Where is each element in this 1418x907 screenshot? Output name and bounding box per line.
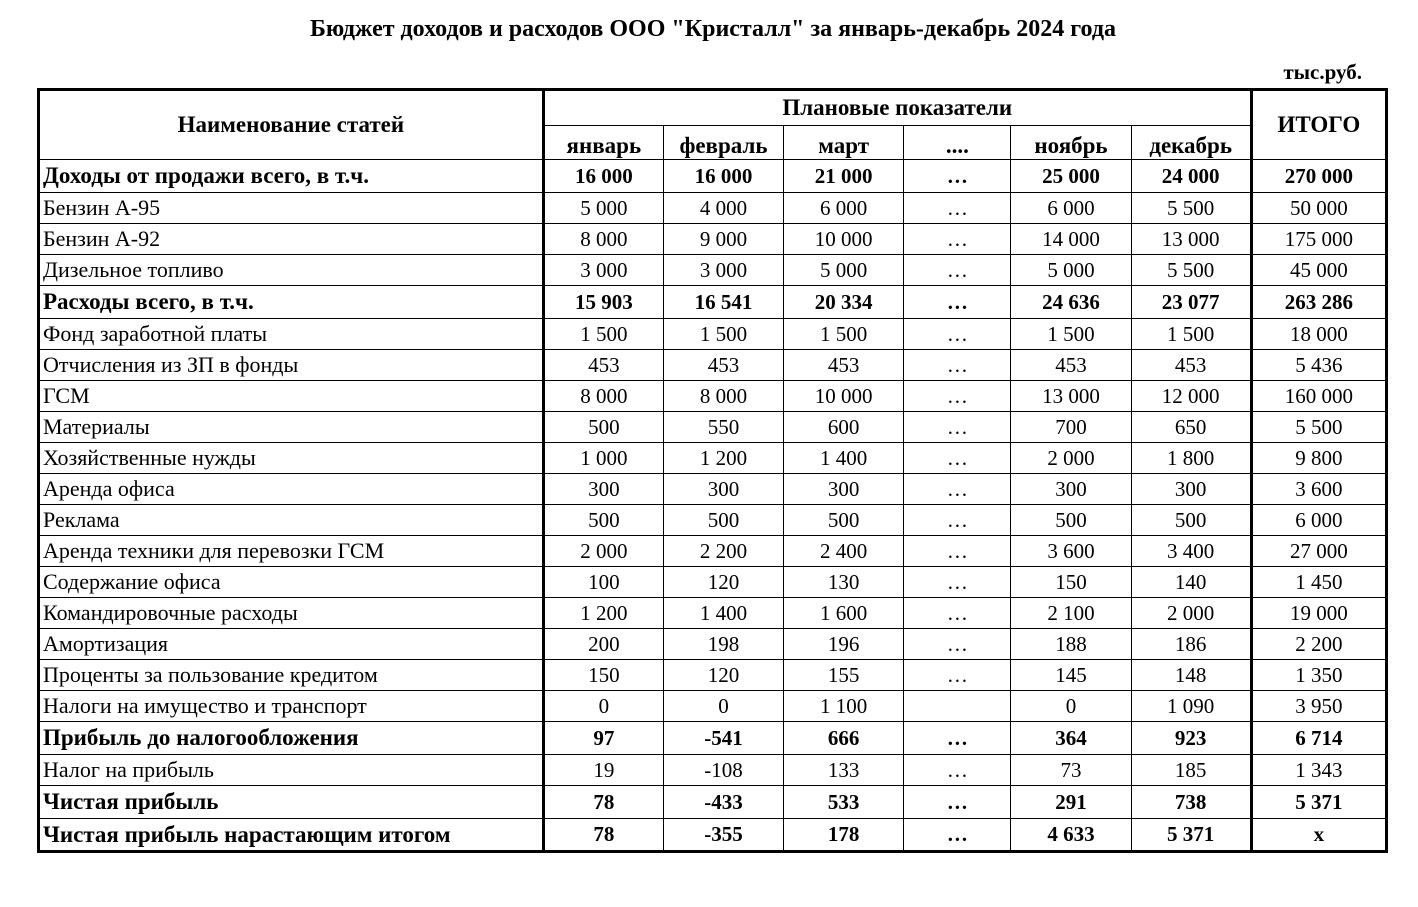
cell-jan: 2 000: [543, 536, 663, 567]
row-label: Аренда офиса: [39, 474, 544, 505]
table-row: [39, 536, 1387, 567]
table-row: [39, 443, 1387, 474]
cell-mar: 1 100: [784, 691, 904, 722]
row-label: Отчисления из ЗП в фонды: [39, 350, 544, 381]
table-row: [39, 660, 1387, 691]
cell-jan: 8 000: [543, 381, 663, 412]
cell-nov: 73: [1011, 755, 1131, 786]
header-name: Наименование статей: [39, 90, 544, 160]
cell-total: 270 000: [1251, 160, 1386, 193]
cell-feb: 500: [663, 505, 783, 536]
cell-total: 1 343: [1251, 755, 1386, 786]
cell-mar: 300: [784, 474, 904, 505]
cell-dec: 148: [1131, 660, 1251, 691]
cell-nov: 700: [1011, 412, 1131, 443]
cell-total: 2 200: [1251, 629, 1386, 660]
header-plan: Плановые показатели: [543, 90, 1251, 126]
cell-jan: 15 903: [543, 286, 663, 319]
cell-ellipsis: …: [904, 412, 1011, 443]
cell-total: 50 000: [1251, 193, 1386, 224]
cell-feb: 0: [663, 691, 783, 722]
cell-total: 27 000: [1251, 536, 1386, 567]
cell-jan: 100: [543, 567, 663, 598]
cell-mar: 21 000: [784, 160, 904, 193]
cell-mar: 155: [784, 660, 904, 691]
table-row: [39, 350, 1387, 381]
cell-mar: 196: [784, 629, 904, 660]
cell-jan: 16 000: [543, 160, 663, 193]
cell-mar: 5 000: [784, 255, 904, 286]
budget-body: [39, 160, 1387, 852]
cell-feb: 3 000: [663, 255, 783, 286]
cell-jan: 97: [543, 722, 663, 755]
cell-ellipsis: …: [904, 224, 1011, 255]
cell-mar: 1 600: [784, 598, 904, 629]
cell-dec: 1 090: [1131, 691, 1251, 722]
table-row: [39, 255, 1387, 286]
cell-nov: 2 000: [1011, 443, 1131, 474]
cell-ellipsis: …: [904, 786, 1011, 819]
row-label: Чистая прибыль нарастающим итогом: [39, 819, 544, 852]
cell-feb: 1 200: [663, 443, 783, 474]
cell-dec: 5 500: [1131, 193, 1251, 224]
cell-jan: 78: [543, 786, 663, 819]
cell-jan: 78: [543, 819, 663, 852]
cell-total: 45 000: [1251, 255, 1386, 286]
cell-total: 5 500: [1251, 412, 1386, 443]
table-row: [39, 629, 1387, 660]
cell-dec: 453: [1131, 350, 1251, 381]
cell-nov: 1 500: [1011, 319, 1131, 350]
row-label: Хозяйственные нужды: [39, 443, 544, 474]
cell-nov: 4 633: [1011, 819, 1131, 852]
cell-nov: 0: [1011, 691, 1131, 722]
cell-nov: 2 100: [1011, 598, 1131, 629]
cell-feb: 1 400: [663, 598, 783, 629]
cell-ellipsis: …: [904, 629, 1011, 660]
cell-mar: 453: [784, 350, 904, 381]
row-label: Прибыль до налогообложения: [39, 722, 544, 755]
row-label: Реклама: [39, 505, 544, 536]
row-label: Дизельное топливо: [39, 255, 544, 286]
cell-dec: 738: [1131, 786, 1251, 819]
cell-dec: 1 800: [1131, 443, 1251, 474]
row-label: Аренда техники для перевозки ГСМ: [39, 536, 544, 567]
cell-ellipsis: …: [904, 567, 1011, 598]
cell-feb: 120: [663, 660, 783, 691]
cell-mar: 20 334: [784, 286, 904, 319]
row-label: Материалы: [39, 412, 544, 443]
cell-feb: 550: [663, 412, 783, 443]
cell-jan: 300: [543, 474, 663, 505]
cell-total: 160 000: [1251, 381, 1386, 412]
cell-mar: 666: [784, 722, 904, 755]
row-label: ГСМ: [39, 381, 544, 412]
table-row: [39, 567, 1387, 598]
cell-nov: 14 000: [1011, 224, 1131, 255]
cell-ellipsis: …: [904, 381, 1011, 412]
cell-nov: 188: [1011, 629, 1131, 660]
header-month-ellipsis: ....: [904, 126, 1011, 160]
cell-feb: 198: [663, 629, 783, 660]
cell-dec: 2 000: [1131, 598, 1251, 629]
cell-ellipsis: …: [904, 255, 1011, 286]
cell-nov: 453: [1011, 350, 1131, 381]
cell-jan: 8 000: [543, 224, 663, 255]
cell-feb: -355: [663, 819, 783, 852]
cell-jan: 500: [543, 505, 663, 536]
cell-feb: 16 000: [663, 160, 783, 193]
cell-jan: 500: [543, 412, 663, 443]
cell-mar: 500: [784, 505, 904, 536]
cell-feb: 16 541: [663, 286, 783, 319]
cell-total: 3 950: [1251, 691, 1386, 722]
cell-mar: 130: [784, 567, 904, 598]
cell-dec: 12 000: [1131, 381, 1251, 412]
table-row: [39, 193, 1387, 224]
cell-dec: 650: [1131, 412, 1251, 443]
cell-total: 5 371: [1251, 786, 1386, 819]
cell-feb: -108: [663, 755, 783, 786]
cell-ellipsis: …: [904, 160, 1011, 193]
header-month-nov: ноябрь: [1011, 126, 1131, 160]
cell-feb: 120: [663, 567, 783, 598]
cell-total: 19 000: [1251, 598, 1386, 629]
cell-mar: 10 000: [784, 224, 904, 255]
cell-dec: 185: [1131, 755, 1251, 786]
cell-jan: 453: [543, 350, 663, 381]
row-label: Расходы всего, в т.ч.: [39, 286, 544, 319]
cell-mar: 1 500: [784, 319, 904, 350]
cell-ellipsis: …: [904, 286, 1011, 319]
table-row: [39, 319, 1387, 350]
cell-total: 1 350: [1251, 660, 1386, 691]
cell-dec: 24 000: [1131, 160, 1251, 193]
cell-feb: 1 500: [663, 319, 783, 350]
table-row: [39, 474, 1387, 505]
table-row: [39, 598, 1387, 629]
row-label: Налог на прибыль: [39, 755, 544, 786]
cell-mar: 133: [784, 755, 904, 786]
table-row: [39, 224, 1387, 255]
cell-feb: -433: [663, 786, 783, 819]
cell-nov: 150: [1011, 567, 1131, 598]
cell-jan: 1 500: [543, 319, 663, 350]
cell-total: 6 714: [1251, 722, 1386, 755]
cell-jan: 19: [543, 755, 663, 786]
cell-feb: 453: [663, 350, 783, 381]
cell-total: 6 000: [1251, 505, 1386, 536]
cell-jan: 200: [543, 629, 663, 660]
cell-jan: 0: [543, 691, 663, 722]
table-row: [39, 505, 1387, 536]
cell-dec: 1 500: [1131, 319, 1251, 350]
row-label: Чистая прибыль: [39, 786, 544, 819]
cell-ellipsis: …: [904, 443, 1011, 474]
cell-dec: 23 077: [1131, 286, 1251, 319]
row-label: Проценты за пользование кредитом: [39, 660, 544, 691]
cell-jan: 150: [543, 660, 663, 691]
table-row: [39, 819, 1387, 852]
cell-total: 3 600: [1251, 474, 1386, 505]
cell-ellipsis: [904, 691, 1011, 722]
cell-ellipsis: …: [904, 193, 1011, 224]
cell-nov: 364: [1011, 722, 1131, 755]
cell-dec: 13 000: [1131, 224, 1251, 255]
header-row-top: [39, 90, 1387, 126]
cell-nov: 13 000: [1011, 381, 1131, 412]
cell-dec: 5 371: [1131, 819, 1251, 852]
header-month-feb: февраль: [663, 126, 783, 160]
cell-jan: 3 000: [543, 255, 663, 286]
row-label: Содержание офиса: [39, 567, 544, 598]
cell-dec: 3 400: [1131, 536, 1251, 567]
row-label: Фонд заработной платы: [39, 319, 544, 350]
cell-total: 263 286: [1251, 286, 1386, 319]
cell-total: 18 000: [1251, 319, 1386, 350]
cell-dec: 5 500: [1131, 255, 1251, 286]
cell-total: 9 800: [1251, 443, 1386, 474]
cell-ellipsis: …: [904, 474, 1011, 505]
table-row: [39, 286, 1387, 319]
document-title: Бюджет доходов и расходов ООО "Кристалл" за январь-декабрь 2024 года: [310, 16, 1116, 42]
cell-mar: 6 000: [784, 193, 904, 224]
cell-feb: 4 000: [663, 193, 783, 224]
cell-ellipsis: …: [904, 722, 1011, 755]
row-label: Амортизация: [39, 629, 544, 660]
cell-feb: 9 000: [663, 224, 783, 255]
cell-nov: 24 636: [1011, 286, 1131, 319]
cell-dec: 500: [1131, 505, 1251, 536]
cell-total: 175 000: [1251, 224, 1386, 255]
cell-feb: 8 000: [663, 381, 783, 412]
cell-dec: 300: [1131, 474, 1251, 505]
cell-ellipsis: …: [904, 319, 1011, 350]
cell-jan: 5 000: [543, 193, 663, 224]
cell-nov: 6 000: [1011, 193, 1131, 224]
cell-mar: 2 400: [784, 536, 904, 567]
table-row: [39, 691, 1387, 722]
cell-total: 5 436: [1251, 350, 1386, 381]
row-label: Бензин А-92: [39, 224, 544, 255]
cell-jan: 1 000: [543, 443, 663, 474]
cell-ellipsis: …: [904, 755, 1011, 786]
table-row: [39, 722, 1387, 755]
header-total: ИТОГО: [1251, 90, 1386, 160]
cell-total: x: [1251, 819, 1386, 852]
cell-ellipsis: …: [904, 350, 1011, 381]
cell-nov: 145: [1011, 660, 1131, 691]
cell-dec: 140: [1131, 567, 1251, 598]
row-label: Бензин А-95: [39, 193, 544, 224]
cell-feb: 300: [663, 474, 783, 505]
cell-ellipsis: …: [904, 660, 1011, 691]
table-row: [39, 412, 1387, 443]
cell-ellipsis: …: [904, 598, 1011, 629]
cell-ellipsis: …: [904, 536, 1011, 567]
cell-feb: -541: [663, 722, 783, 755]
cell-total: 1 450: [1251, 567, 1386, 598]
cell-mar: 178: [784, 819, 904, 852]
cell-nov: 500: [1011, 505, 1131, 536]
table-row: [39, 755, 1387, 786]
units-label: тыс.руб.: [1283, 60, 1362, 84]
cell-feb: 2 200: [663, 536, 783, 567]
cell-ellipsis: …: [904, 819, 1011, 852]
cell-nov: 291: [1011, 786, 1131, 819]
row-label: Доходы от продажи всего, в т.ч.: [39, 160, 544, 193]
header-month-jan: январь: [543, 126, 663, 160]
row-label: Командировочные расходы: [39, 598, 544, 629]
cell-mar: 600: [784, 412, 904, 443]
table-row: [39, 786, 1387, 819]
cell-dec: 186: [1131, 629, 1251, 660]
budget-table: [37, 88, 1388, 853]
header-month-mar: март: [784, 126, 904, 160]
cell-nov: 5 000: [1011, 255, 1131, 286]
cell-nov: 300: [1011, 474, 1131, 505]
header-month-dec: декабрь: [1131, 126, 1251, 160]
cell-jan: 1 200: [543, 598, 663, 629]
cell-ellipsis: …: [904, 505, 1011, 536]
cell-dec: 923: [1131, 722, 1251, 755]
row-label: Налоги на имущество и транспорт: [39, 691, 544, 722]
table-row: [39, 381, 1387, 412]
table-row: [39, 160, 1387, 193]
cell-nov: 25 000: [1011, 160, 1131, 193]
cell-mar: 533: [784, 786, 904, 819]
cell-mar: 1 400: [784, 443, 904, 474]
cell-nov: 3 600: [1011, 536, 1131, 567]
cell-mar: 10 000: [784, 381, 904, 412]
